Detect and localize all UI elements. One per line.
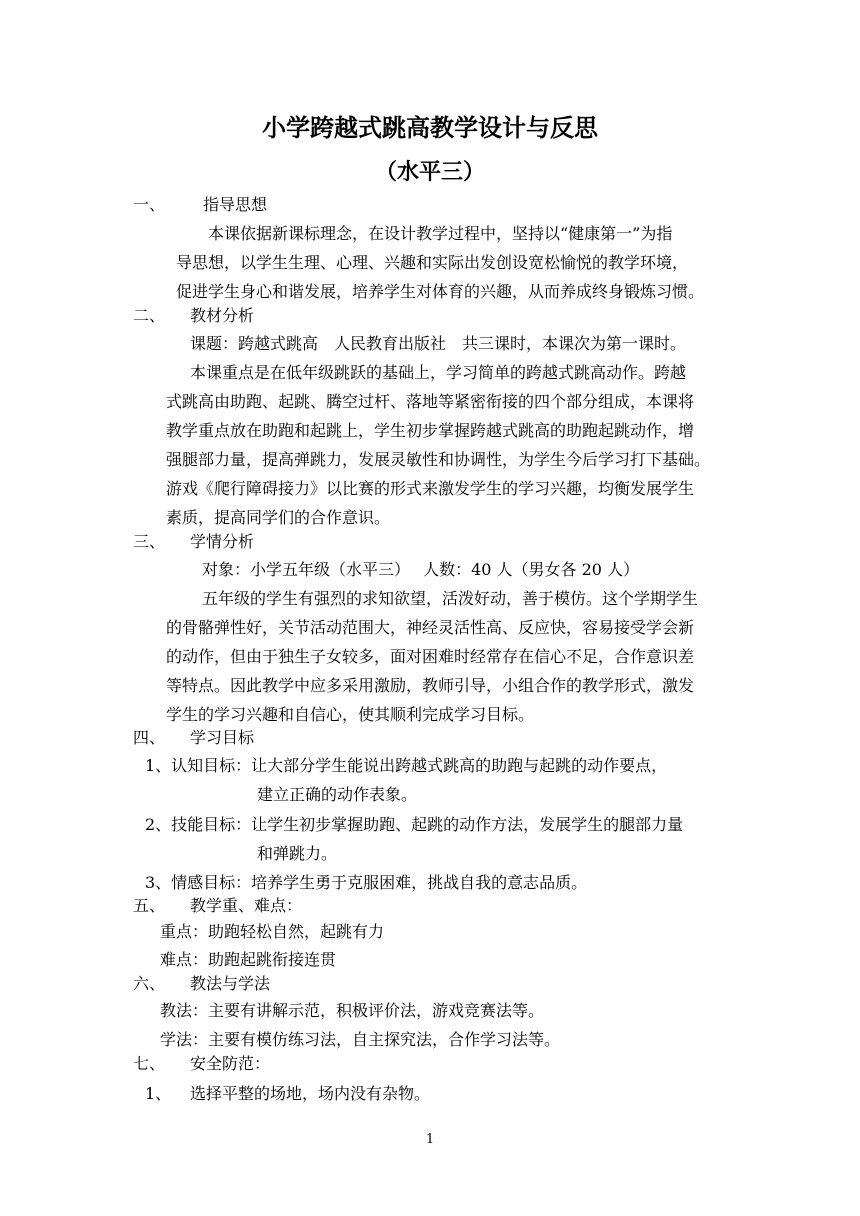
- goal-skill-cont: 和弹跳力。: [257, 844, 338, 863]
- paragraph-line: 等特点。因此教学中应多采用激励，教师引导，小组合作的教学形式，激发: [166, 676, 695, 695]
- section-heading: 教材分析: [190, 306, 255, 325]
- target-line: 对象：小学五年级（水平三） 人数：40 人（男女各 20 人）: [202, 560, 640, 579]
- paragraph-line: 本课依据新课标理念，在设计教学过程中，坚持以“健康第一”为指: [208, 224, 673, 243]
- goal-cognitive-cont: 建立正确的动作表象。: [257, 785, 418, 804]
- section-number: 五、: [133, 896, 166, 915]
- key-point: 重点：助跑轻松自然，起跳有力: [160, 922, 385, 941]
- goal-affective: 3、情感目标：培养学生勇于克服困难，挑战自我的意志品质。: [145, 873, 588, 892]
- section-heading: 学情分析: [190, 532, 255, 551]
- goal-skill: 2、技能目标：让学生初步掌握助跑、起跳的动作方法，发展学生的腿部力量: [145, 815, 684, 834]
- document-subtitle: （水平三）: [374, 159, 485, 185]
- topic-line: 课题：跨越式跳高 人民教育出版社 共三课时，本课次为第一课时。: [190, 334, 687, 353]
- paragraph-line: 本课重点是在低年级跳跃的基础上，学习简单的跨越式跳高动作。跨越: [190, 363, 687, 382]
- paragraph-line: 式跳高由助跑、起跳、腾空过杆、落地等紧密衔接的四个部分组成，本课将: [166, 392, 695, 411]
- paragraph-line: 教学重点放在助跑和起跳上，学生初步掌握跨越式跳高的助跑起跳动作，增: [166, 421, 695, 440]
- paragraph-line: 游戏《爬行障碍接力》以比赛的形式来激发学生的学习兴趣，均衡发展学生: [166, 479, 695, 498]
- section-heading: 学习目标: [190, 728, 255, 747]
- difficult-point: 难点：助跑起跳衔接连贯: [160, 950, 337, 969]
- paragraph-line: 的动作，但由于独生子女较多，面对困难时经常存在信心不足，合作意识差: [166, 647, 695, 666]
- section-number: 七、: [133, 1054, 166, 1073]
- paragraph-line: 五年级的学生有强烈的求知欲望，活泼好动，善于模仿。这个学期学生: [202, 589, 699, 608]
- page-number: 1: [425, 1132, 435, 1147]
- goal-cognitive: 1、认知目标：让大部分学生能说出跨越式跳高的助跑与起跳的动作要点，: [145, 756, 668, 775]
- section-number: 三、: [133, 532, 166, 551]
- section-number: 一、: [133, 195, 166, 214]
- list-item-number: 1、: [145, 1084, 172, 1103]
- paragraph-line: 的骨骼弹性好，关节活动范围大，神经灵活性高、反应快，容易接受学会新: [166, 618, 695, 637]
- section-heading: 指导思想: [203, 195, 268, 214]
- section-number: 二、: [133, 306, 166, 325]
- teaching-method: 教法：主要有讲解示范，积极评价法，游戏竞赛法等。: [160, 1001, 545, 1020]
- paragraph-line: 促进学生身心和谐发展，培养学生对体育的兴趣，从而养成终身锻炼习惯。: [176, 282, 705, 301]
- section-heading: 教法与学法: [190, 974, 271, 993]
- paragraph-line: 导思想，以学生生理、心理、兴趣和实际出发创设宽松愉悦的教学环境，: [176, 253, 689, 272]
- paragraph-line: 强腿部力量，提高弹跳力，发展灵敏性和协调性，为学生今后学习打下基础。: [166, 450, 711, 469]
- section-heading: 教学重、难点：: [190, 896, 303, 915]
- learning-method: 学法：主要有模仿练习法，自主探究法，合作学习法等。: [160, 1030, 561, 1049]
- paragraph-line: 素质，提高同学们的合作意识。: [166, 508, 391, 527]
- section-number: 四、: [133, 728, 166, 747]
- list-item: 选择平整的场地，场内没有杂物。: [190, 1084, 431, 1103]
- section-number: 六、: [133, 974, 166, 993]
- section-heading: 安全防范：: [190, 1054, 271, 1073]
- paragraph-line: 学生的学习兴趣和自信心，使其顺利完成学习目标。: [166, 705, 535, 724]
- document-title: 小学跨越式跳高教学设计与反思: [262, 113, 598, 142]
